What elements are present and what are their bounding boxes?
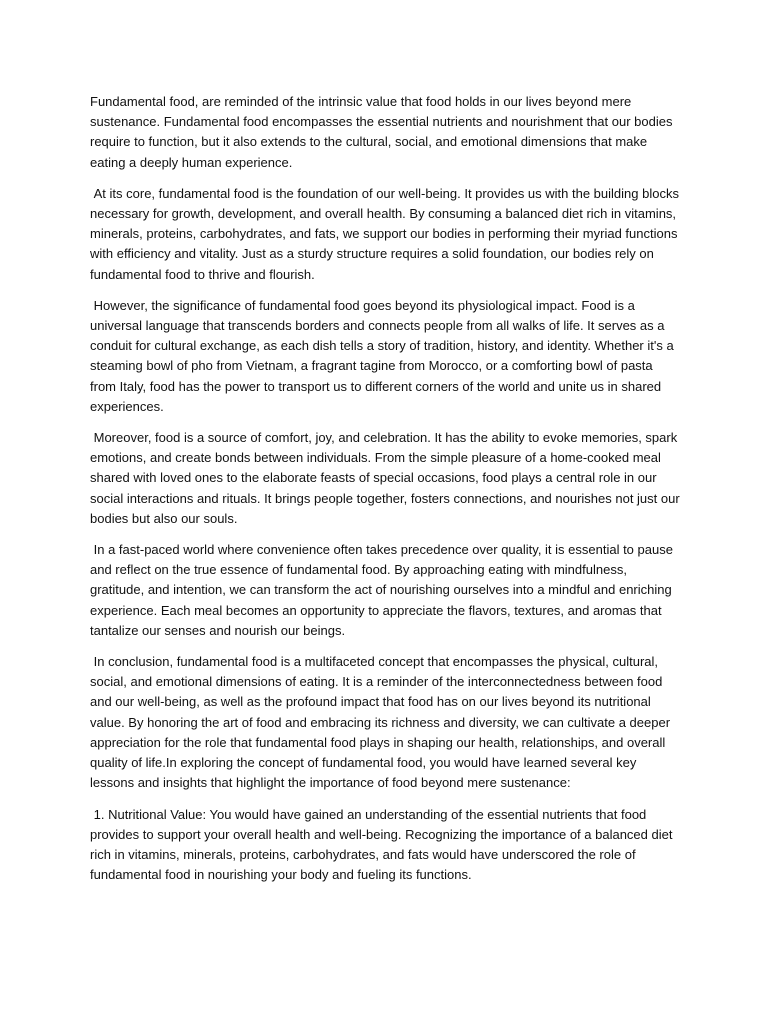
paragraph-significance: However, the significance of fundamental food goes beyond its physiological impact. Food is a universal language that transcends borders and connects people from all walks of life. It serves as a conduit for cultural exchange, as each dish tells a story of tradition, history, and identity. Whether it's a steaming bowl of pho from Vietnam, a fragrant tagine from Morocco, or a comforting bowl of pasta from Italy, food has the power to transport us to different corners of the world and unite us in shared experiences.	[90, 297, 678, 414]
paragraph-nutritional-value: 1. Nutritional Value: You would have gained an understanding of the essential nutrients that food provides to support your overall health and well-being. Recognizing the importance of a balanced diet rich in vitamins, minerals, proteins, carbohydrates, and fats would have underscored the role of fundamental food in nourishing your body and fueling its functions.	[90, 806, 677, 883]
paragraph-core: At its core, fundamental food is the foundation of our well-being. It provides us with the building blocks necessary for growth, development, and overall health. By consuming a balanced diet rich in vitamins, minerals, proteins, carbohydrates, and fats, we support our bodies in performing their myriad functions with efficiency and vitality. Just as a sturdy structure requires a solid foundation, our bodies rely on fundamental food to thrive and flourish.	[90, 185, 683, 282]
document-page	[90, 92, 684, 896]
paragraph-intro: Fundamental food, are reminded of the intrinsic value that food holds in our lives beyond mere sustenance. Fundamental food encompasses the essential nutrients and nourishment that our bodies require to function, but it also extends to the cultural, social, and emotional dimensions that make eating a deeply human experience.	[90, 94, 677, 170]
paragraph-conclusion: In conclusion, fundamental food is a multifaceted concept that encompasses the physical, cultural, social, and emotional dimensions of eating. It is a reminder of the interconnectedness between food and our well-being, as well as the profound impact that food has on our lives beyond its nutritional value. By honoring the art of food and embracing its richness and diversity, we can cultivate a deeper appreciation for the role that fundamental food plays in shaping our health, relationships, and overall quality of life.In exploring the concept of fundamental food, you would have learned several key lessons and insights that highlight the importance of food beyond mere sustenance:	[90, 654, 674, 791]
paragraph-mindfulness: In a fast-paced world where convenience often takes precedence over quality, it is essential to pause and reflect on the true essence of fundamental food. By approaching eating with mindfulness, gratitude, and intention, we can transform the act of nourishing ourselves into a mindful and enriching experience. Each meal becomes an opportunity to appreciate the flavors, textures, and aromas that tantalize our senses and nourish our beings.	[90, 542, 677, 638]
paragraph-comfort: Moreover, food is a source of comfort, joy, and celebration. It has the ability to evoke memories, spark emotions, and create bonds between individuals. From the simple pleasure of a home-cooked meal shared with loved ones to the elaborate feasts of special occasions, food plays a central role in our social interactions and rituals. It brings people together, fosters connections, and nourishes not just our bodies but also our souls.	[90, 430, 684, 526]
